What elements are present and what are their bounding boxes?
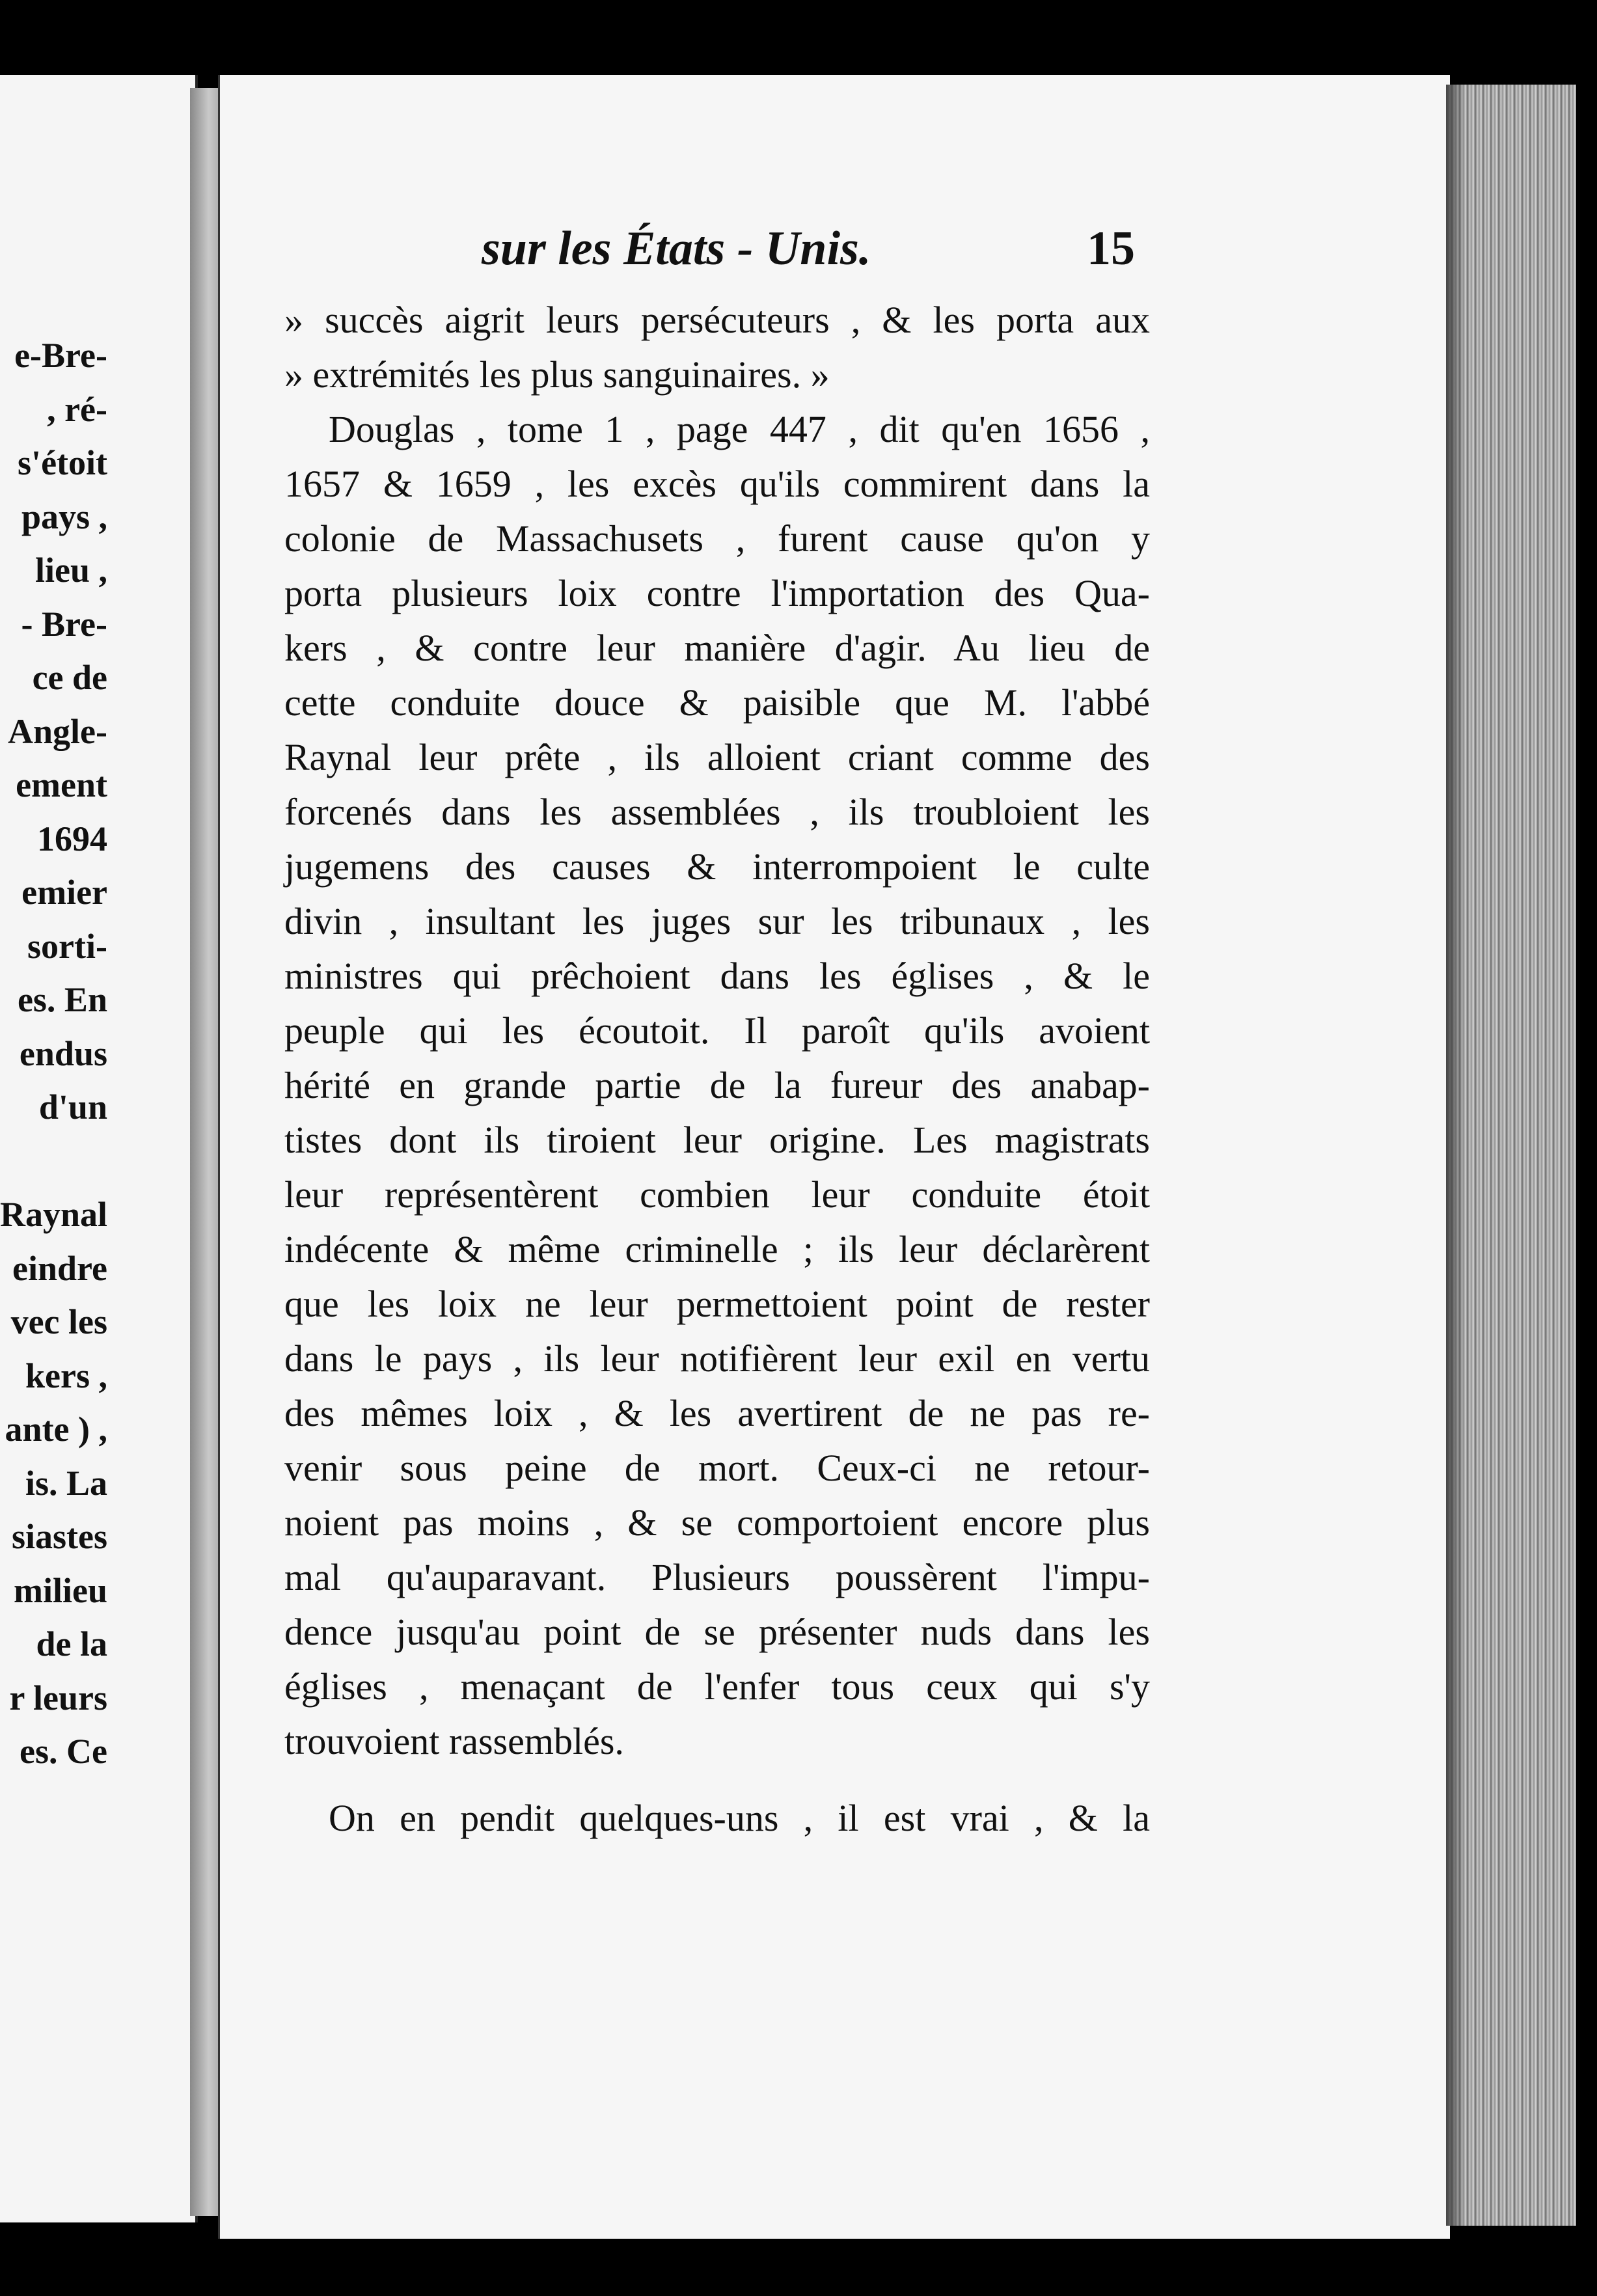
previous-page-line	[0, 1134, 107, 1188]
previous-page-line: milieu	[14, 1570, 107, 1610]
previous-page-line: s'étoit	[18, 443, 107, 482]
paragraph-gap	[284, 1769, 1150, 1791]
previous-page-line: vec les	[10, 1302, 107, 1341]
text-line: peuple qui les écoutoit. Il paroît qu'ils avoient	[284, 1009, 1150, 1052]
text-line: Douglas , tome 1 , page 447 , dit qu'en 1656 ,	[329, 408, 1150, 450]
text-line: kers , & contre leur manière d'agir. Au lieu de	[284, 627, 1150, 669]
text-line: venir sous peine de mort. Ceux-ci ne retour-	[284, 1447, 1150, 1489]
text-line: trouvoient rassemblés.	[284, 1720, 624, 1762]
text-line: Raynal leur prête , ils alloient criant comme des	[284, 736, 1150, 778]
text-line: mal qu'auparavant. Plusieurs poussèrent l'impu-	[284, 1556, 1150, 1598]
text-line: hérité en grande partie de la fureur des anabap-	[284, 1064, 1150, 1106]
previous-page-line: Angle-	[8, 711, 107, 751]
previous-page-line: ce de	[32, 658, 107, 697]
text-line: cette conduite douce & paisible que M. l'abbé	[284, 681, 1150, 724]
text-line: jugemens des causes & interrompoient le culte	[284, 845, 1150, 888]
text-line: » extrémités les plus sanguinaires. »	[284, 353, 830, 396]
previous-page-line: emier	[21, 873, 107, 912]
book-gutter	[190, 88, 221, 2216]
text-line: indécente & même criminelle ; ils leur déclarèrent	[284, 1228, 1150, 1270]
previous-page-line: r leurs	[9, 1678, 107, 1717]
text-line: des mêmes loix , & les avertirent de ne pas re-	[284, 1392, 1150, 1434]
text-line: porta plusieurs loix contre l'importation des Qua-	[284, 572, 1150, 614]
page-edge-shadow	[1446, 85, 1466, 2226]
previous-page-line: is. La	[25, 1463, 107, 1503]
text-line: églises , menaçant de l'enfer tous ceux qui s'y	[284, 1665, 1150, 1708]
previous-page-line: es. En	[17, 980, 107, 1019]
text-line: dence jusqu'au point de se présenter nuds dans les	[284, 1611, 1150, 1653]
body-text	[284, 293, 1150, 1846]
text-line: On en pendit quelques-uns , il est vrai , & la	[329, 1797, 1150, 1839]
previous-page-line: de la	[36, 1624, 107, 1663]
previous-page-line: kers ,	[25, 1356, 107, 1395]
text-line: ministres qui prêchoient dans les églises , & le	[284, 955, 1150, 997]
previous-page-line: e-Bre-	[14, 336, 107, 375]
previous-page-line: siastes	[12, 1517, 107, 1556]
previous-page-line: es. Ce	[20, 1732, 107, 1771]
previous-page-line: endus	[19, 1033, 107, 1073]
text-line: » succès aigrit leurs persécuteurs , & les porta aux	[284, 299, 1150, 341]
page-number: 15	[1087, 222, 1135, 275]
text-line: divin , insultant les juges sur les tribunaux , les	[284, 900, 1150, 942]
previous-page-line: eindre	[12, 1248, 107, 1288]
text-line: 1657 & 1659 , les excès qu'ils commirent dans la	[284, 463, 1150, 505]
text-line: tistes dont ils tiroient leur origine. Les magistrats	[284, 1119, 1150, 1161]
previous-page-line: ante ) ,	[5, 1410, 107, 1449]
previous-page-line: sorti-	[27, 926, 107, 966]
previous-page-line: ement	[16, 765, 107, 804]
text-line: forcenés dans les assemblées , ils troubloient les	[284, 791, 1150, 833]
text-line: colonie de Massachusets , furent cause qu'on y	[284, 517, 1150, 560]
text-line: dans le pays , ils leur notifièrent leur exil en vertu	[284, 1337, 1150, 1380]
previous-page-line: Raynal	[0, 1195, 108, 1234]
previous-page-line: 1694	[37, 819, 107, 858]
previous-page-line: lieu ,	[34, 551, 107, 590]
previous-page-line: pays ,	[21, 497, 107, 536]
previous-page-line: - Bre-	[21, 604, 107, 644]
previous-page-line: d'un	[38, 1087, 107, 1127]
text-line: que les loix ne leur permettoient point de rester	[284, 1283, 1150, 1325]
text-line: noient pas moins , & se comportoient encore plus	[284, 1501, 1150, 1544]
running-head-title: sur les États - Unis.	[482, 222, 871, 275]
previous-page-line: , ré-	[47, 389, 107, 429]
previous-page-text	[0, 329, 107, 1779]
page-edges	[1446, 85, 1576, 2226]
text-line: leur représentèrent combien leur conduite étoit	[284, 1173, 1150, 1216]
